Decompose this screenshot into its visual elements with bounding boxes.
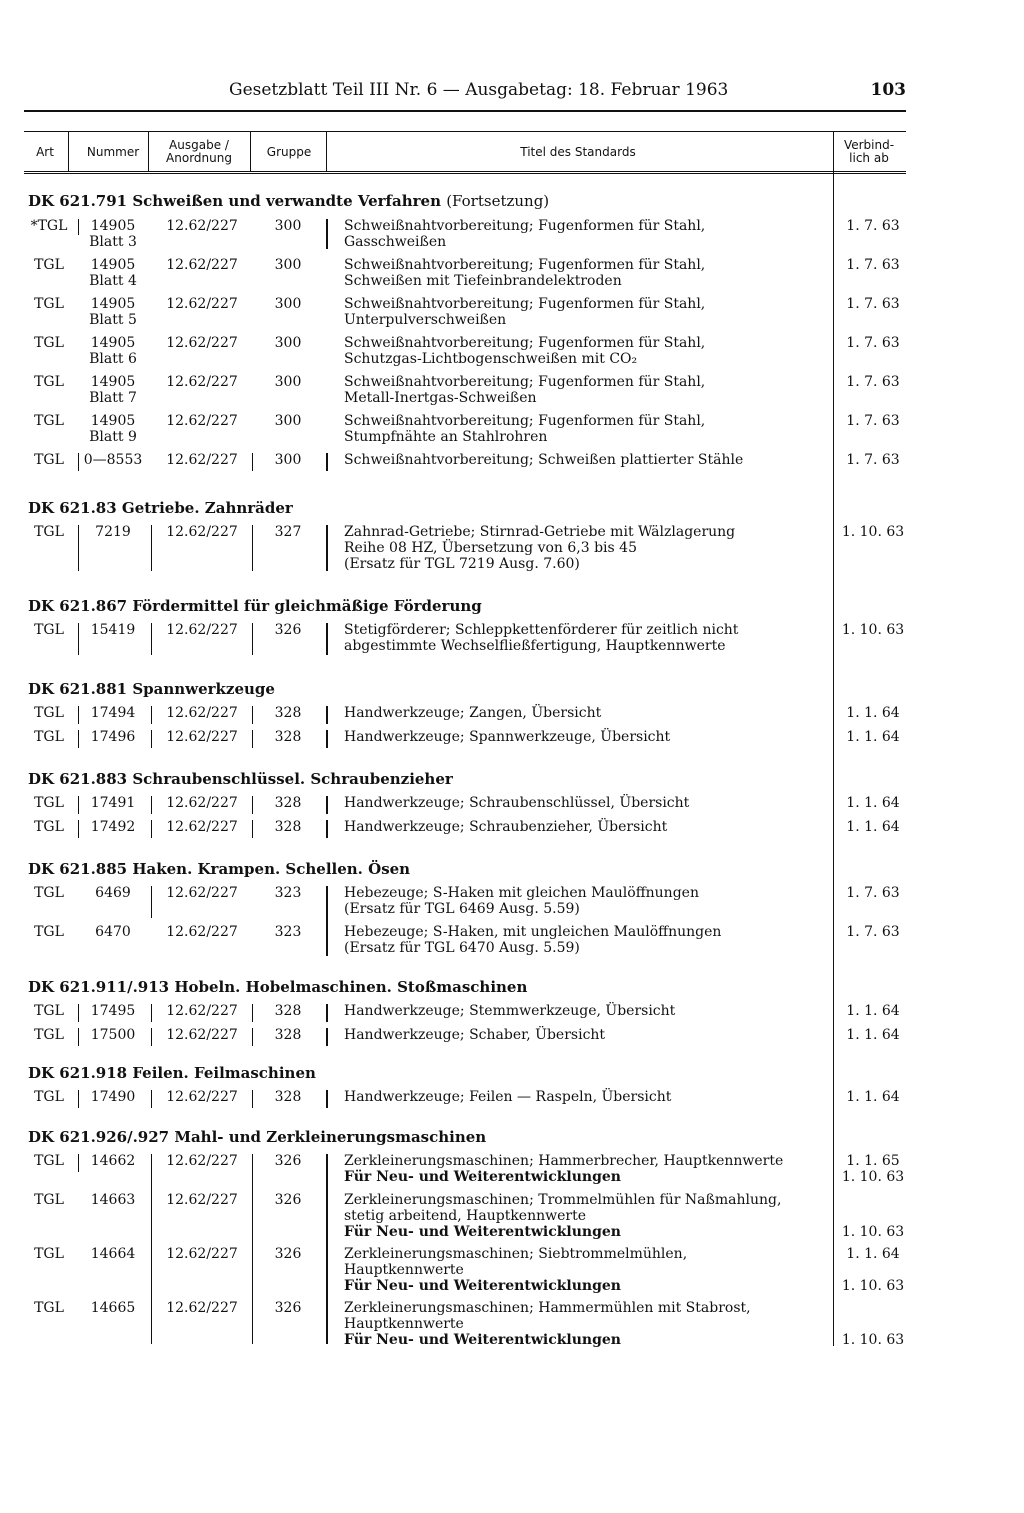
- cell-titel: Zahnrad-Getriebe; Stirnrad-Getriebe mit Wälzlagerung Reihe 08 HZ, Übersetzung von 6,3 bis 45 (Ersatz für TGL 7219 Ausg. 7.60): [344, 524, 736, 572]
- cell-art: TGL: [34, 452, 64, 468]
- cell-nummer: 0—8553: [83, 452, 143, 468]
- column-divider: [326, 886, 328, 956]
- column-divider: [151, 796, 152, 814]
- cell-verbindlich: 1. 7. 63: [846, 924, 900, 940]
- page-number: 103: [870, 80, 906, 100]
- cell-titel: Schweißnahtvorbereitung; Fugenformen für Stahl, Unterpulverschweißen: [344, 296, 706, 328]
- cell-ausgabe: 12.62/227: [166, 335, 238, 351]
- cell-gruppe: 300: [274, 452, 302, 468]
- cell-titel: Schweißnahtvorbereitung; Schweißen plattierter Stähle: [344, 452, 744, 468]
- column-divider: [326, 1154, 328, 1344]
- cell-verbindlich: 1. 7. 63: [846, 374, 900, 390]
- cell-titel: Zerkleinerungsmaschinen; Hammerbrecher, Hauptkennwerte Für Neu- und Weiterentwicklungen: [344, 1153, 784, 1185]
- cell-titel: Zerkleinerungsmaschinen; Trommelmühlen für Naßmahlung, stetig arbeitend, Hauptkennwerte Für Neu- und Weiterentwicklungen: [344, 1192, 782, 1240]
- column-divider: [326, 730, 328, 748]
- cell-ausgabe: 12.62/227: [166, 452, 238, 468]
- cell-ausgabe: 12.62/227: [166, 1246, 238, 1262]
- section-title: DK 621.918 Feilen. Feilmaschinen: [28, 1064, 316, 1082]
- cell-titel: Handwerkzeuge; Schraubenschlüssel, Übersicht: [344, 795, 690, 811]
- column-header-ausgabe: Ausgabe / Anordnung: [166, 138, 232, 165]
- column-divider: [252, 453, 253, 471]
- cell-art: TGL: [34, 1300, 64, 1316]
- cell-gruppe: 326: [274, 1192, 302, 1208]
- cell-nummer: 14663: [90, 1192, 136, 1208]
- cell-nummer: 14905 Blatt 3: [89, 218, 137, 250]
- cell-art: TGL: [34, 795, 64, 811]
- cell-art: TGL: [34, 413, 64, 429]
- column-divider: [151, 1004, 152, 1022]
- cell-titel: Zerkleinerungsmaschinen; Siebtrommelmühlen, Hauptkennwerte Für Neu- und Weiterentwicklungen: [344, 1246, 688, 1294]
- cell-art: TGL: [34, 1089, 64, 1105]
- cell-verbindlich: 1. 1. 64: [846, 1027, 900, 1043]
- cell-nummer: 15419: [90, 622, 136, 638]
- column-divider: [252, 820, 253, 838]
- cell-verbindlich: 1. 7. 63: [846, 452, 900, 468]
- cell-titel: Schweißnahtvorbereitung; Fugenformen für Stahl, Metall-Inertgas-Schweißen: [344, 374, 706, 406]
- cell-verbindlich: 1. 1. 64: [846, 795, 900, 811]
- cell-titel: Schweißnahtvorbereitung; Fugenformen für Stahl, Schutzgas-Lichtbogenschweißen mit CO₂: [344, 335, 706, 367]
- column-divider: [151, 730, 152, 748]
- cell-ausgabe: 12.62/227: [166, 296, 238, 312]
- cell-titel: Handwerkzeuge; Schaber, Übersicht: [344, 1027, 606, 1043]
- column-divider: [151, 1028, 152, 1046]
- running-title: Gesetzblatt Teil III Nr. 6 — Ausgabetag: 18. Februar 1963: [229, 80, 729, 100]
- cell-nummer: 17496: [90, 729, 136, 745]
- cell-ausgabe: 12.62/227: [166, 705, 238, 721]
- cell-verbindlich: 1. 1. 64: [846, 1003, 900, 1019]
- cell-art: TGL: [34, 257, 64, 273]
- column-divider: [68, 132, 69, 172]
- cell-nummer: 17495: [90, 1003, 136, 1019]
- header-rule: [24, 171, 906, 172]
- header-rule: [24, 173, 906, 174]
- cell-ausgabe: 12.62/227: [166, 257, 238, 273]
- cell-ausgabe: 12.62/227: [166, 1300, 238, 1316]
- cell-ausgabe: 12.62/227: [166, 218, 238, 234]
- cell-art: TGL: [34, 729, 64, 745]
- cell-verbindlich: 1. 10. 63: [841, 524, 905, 540]
- column-divider: [326, 706, 328, 724]
- cell-verbindlich: 1. 7. 63: [846, 218, 900, 234]
- cell-ausgabe: 12.62/227: [166, 1153, 238, 1169]
- cell-ausgabe: 12.62/227: [166, 622, 238, 638]
- cell-verbindlich: 1. 10. 63: [841, 1224, 905, 1240]
- section-title: DK 621.791 Schweißen und verwandte Verfahren (Fortsetzung): [28, 192, 550, 210]
- section-subtitle: (Fortsetzung): [446, 192, 550, 210]
- section-title: DK 621.926/.927 Mahl- und Zerkleinerungsmaschinen: [28, 1128, 487, 1146]
- cell-art: TGL: [34, 1153, 64, 1169]
- column-divider: [151, 1090, 152, 1108]
- cell-nummer: 14662: [90, 1153, 136, 1169]
- cell-ausgabe: 12.62/227: [166, 729, 238, 745]
- cell-titel: Hebezeuge; S-Haken mit gleichen Maulöffnungen (Ersatz für TGL 6469 Ausg. 5.59): [344, 885, 699, 917]
- cell-verbindlich: 1. 10. 63: [841, 1332, 905, 1348]
- section-title: DK 621.885 Haken. Krampen. Schellen. Ösen: [28, 860, 411, 878]
- cell-art: TGL: [34, 1027, 64, 1043]
- section-title: DK 621.83 Getriebe. Zahnräder: [28, 499, 293, 517]
- cell-art: TGL: [34, 335, 64, 351]
- cell-art: TGL: [34, 1003, 64, 1019]
- cell-ausgabe: 12.62/227: [166, 524, 238, 540]
- cell-verbindlich: 1. 7. 63: [846, 257, 900, 273]
- cell-gruppe: 300: [274, 218, 302, 234]
- cell-nummer: 17500: [90, 1027, 136, 1043]
- column-divider: [252, 796, 253, 814]
- cell-gruppe: 300: [274, 296, 302, 312]
- cell-gruppe: 300: [274, 413, 302, 429]
- cell-ausgabe: 12.62/227: [166, 924, 238, 940]
- cell-art: TGL: [34, 622, 64, 638]
- cell-titel: Schweißnahtvorbereitung; Fugenformen für Stahl, Gasschweißen: [344, 218, 706, 250]
- cell-gruppe: 326: [274, 1153, 302, 1169]
- cell-titel: Handwerkzeuge; Zangen, Übersicht: [344, 705, 602, 721]
- cell-ausgabe: 12.62/227: [166, 1089, 238, 1105]
- section-title: DK 621.867 Fördermittel für gleichmäßige Förderung: [28, 597, 482, 615]
- cell-verbindlich: 1. 7. 63: [846, 885, 900, 901]
- cell-titel: Handwerkzeuge; Spannwerkzeuge, Übersicht: [344, 729, 671, 745]
- cell-verbindlich: 1. 1. 65 1. 10. 63: [841, 1153, 905, 1185]
- cell-verbindlich: 1. 1. 64: [846, 729, 900, 745]
- cell-titel: Schweißnahtvorbereitung; Fugenformen für Stahl, Schweißen mit Tiefeinbrandelektroden: [344, 257, 706, 289]
- cell-gruppe: 300: [274, 374, 302, 390]
- column-divider: [252, 730, 253, 748]
- cell-art: TGL: [34, 705, 64, 721]
- cell-titel: Hebezeuge; S-Haken, mit ungleichen Maulöffnungen (Ersatz für TGL 6470 Ausg. 5.59): [344, 924, 722, 956]
- cell-gruppe: 328: [274, 1003, 302, 1019]
- column-divider: [326, 796, 328, 814]
- cell-ausgabe: 12.62/227: [166, 885, 238, 901]
- column-divider: [326, 1004, 328, 1022]
- column-divider: [326, 525, 328, 571]
- cell-art: TGL: [34, 1192, 64, 1208]
- cell-ausgabe: 12.62/227: [166, 413, 238, 429]
- cell-titel: Zerkleinerungsmaschinen; Hammermühlen mit Stabrost, Hauptkennwerte Für Neu- und Weiterentwicklungen: [344, 1300, 751, 1348]
- column-divider: [250, 132, 251, 172]
- column-divider: [252, 706, 253, 724]
- cell-gruppe: 328: [274, 705, 302, 721]
- cell-art: TGL: [34, 296, 64, 312]
- cell-titel: Handwerkzeuge; Feilen — Raspeln, Übersicht: [344, 1089, 672, 1105]
- column-divider: [326, 219, 328, 249]
- column-divider: [252, 1028, 253, 1046]
- cell-gruppe: 327: [274, 524, 302, 540]
- column-divider: [326, 453, 328, 471]
- cell-titel: Stetigförderer; Schleppkettenförderer für zeitlich nicht abgestimmte Wechselfließfertigung, Hauptkennwerte: [344, 622, 739, 654]
- cell-gruppe: 328: [274, 1027, 302, 1043]
- cell-gruppe: 328: [274, 819, 302, 835]
- cell-nummer: 14905 Blatt 4: [89, 257, 137, 289]
- column-divider: [252, 1090, 253, 1108]
- column-header-verbindlich: Verbind- lich ab: [843, 138, 895, 165]
- cell-nummer: 14905 Blatt 6: [89, 335, 137, 367]
- column-divider: [151, 1154, 152, 1344]
- cell-gruppe: 326: [274, 622, 302, 638]
- cell-verbindlich: 1. 10. 63: [841, 622, 905, 638]
- cell-nummer: 14905 Blatt 9: [89, 413, 137, 445]
- cell-verbindlich: 1. 1. 64: [846, 819, 900, 835]
- table-header: [24, 131, 906, 172]
- column-divider: [326, 132, 327, 172]
- column-divider: [151, 706, 152, 724]
- cell-gruppe: 326: [274, 1300, 302, 1316]
- cell-ausgabe: 12.62/227: [166, 1192, 238, 1208]
- cell-verbindlich: 1. 7. 63: [846, 296, 900, 312]
- column-divider: [151, 525, 152, 571]
- column-header-gruppe: Gruppe: [266, 144, 312, 159]
- column-header-nummer: Nummer: [86, 144, 140, 159]
- section-title: DK 621.883 Schraubenschlüssel. Schraubenzieher: [28, 770, 453, 788]
- cell-gruppe: 300: [274, 335, 302, 351]
- cell-gruppe: 328: [274, 729, 302, 745]
- column-divider: [326, 623, 328, 655]
- cell-titel: Handwerkzeuge; Schraubenzieher, Übersicht: [344, 819, 668, 835]
- column-divider: [151, 886, 152, 918]
- column-header-art: Art: [36, 144, 54, 159]
- cell-art: TGL: [34, 885, 64, 901]
- cell-titel: Handwerkzeuge; Stemmwerkzeuge, Übersicht: [344, 1003, 676, 1019]
- cell-art: TGL: [34, 524, 64, 540]
- cell-gruppe: 300: [274, 257, 302, 273]
- cell-nummer: 17492: [90, 819, 136, 835]
- cell-art: TGL: [34, 819, 64, 835]
- section-title: DK 621.881 Spannwerkzeuge: [28, 680, 275, 698]
- column-divider: [252, 1004, 253, 1022]
- column-divider: [252, 1154, 253, 1344]
- cell-ausgabe: 12.62/227: [166, 795, 238, 811]
- column-divider: [252, 525, 253, 571]
- cell-art: TGL: [34, 924, 64, 940]
- cell-ausgabe: 12.62/227: [166, 1027, 238, 1043]
- column-divider: [326, 1090, 328, 1108]
- cell-verbindlich: 1. 7. 63: [846, 413, 900, 429]
- cell-gruppe: 328: [274, 1089, 302, 1105]
- top-rule: [24, 110, 906, 112]
- column-divider: [326, 820, 328, 838]
- cell-nummer: 14905 Blatt 7: [89, 374, 137, 406]
- cell-nummer: 17490: [90, 1089, 136, 1105]
- cell-gruppe: 323: [274, 924, 302, 940]
- cell-nummer: 14665: [90, 1300, 136, 1316]
- cell-verbindlich: 1. 1. 64: [846, 705, 900, 721]
- cell-verbindlich: 1. 7. 63: [846, 335, 900, 351]
- cell-verbindlich: 1. 1. 64: [846, 1089, 900, 1105]
- section-title: DK 621.911/.913 Hobeln. Hobelmaschinen. Stoßmaschinen: [28, 978, 528, 996]
- column-divider: [151, 820, 152, 838]
- cell-nummer: 17494: [90, 705, 136, 721]
- cell-gruppe: 326: [274, 1246, 302, 1262]
- cell-nummer: 14664: [90, 1246, 136, 1262]
- cell-titel: Schweißnahtvorbereitung; Fugenformen für Stahl, Stumpfnähte an Stahlrohren: [344, 413, 706, 445]
- cell-nummer: 7219: [95, 524, 131, 540]
- cell-ausgabe: 12.62/227: [166, 1003, 238, 1019]
- column-header-titel: Titel des Standards: [520, 144, 636, 159]
- cell-gruppe: 328: [274, 795, 302, 811]
- column-divider: [252, 623, 253, 655]
- cell-nummer: 6469: [95, 885, 131, 901]
- cell-nummer: 6470: [95, 924, 131, 940]
- cell-verbindlich: 1. 1. 64 1. 10. 63: [841, 1246, 905, 1294]
- cell-nummer: 14905 Blatt 5: [89, 296, 137, 328]
- cell-ausgabe: 12.62/227: [166, 374, 238, 390]
- cell-art: TGL: [34, 374, 64, 390]
- column-divider: [151, 623, 152, 655]
- cell-gruppe: 323: [274, 885, 302, 901]
- running-head: [24, 80, 906, 104]
- cell-ausgabe: 12.62/227: [166, 819, 238, 835]
- cell-art: *TGL: [30, 218, 68, 234]
- cell-nummer: 17491: [90, 795, 136, 811]
- cell-art: TGL: [34, 1246, 64, 1262]
- column-divider: [326, 1028, 328, 1046]
